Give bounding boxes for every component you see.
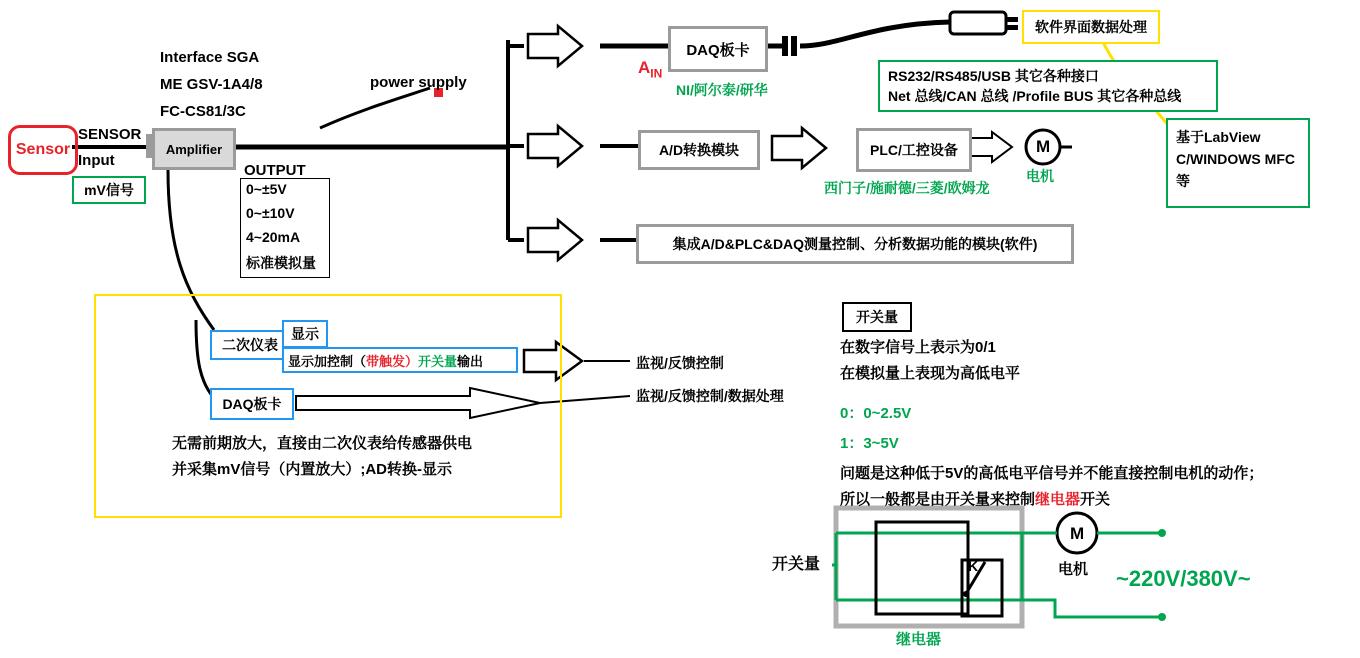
labview-box [1166,118,1310,208]
amplifier-spec-1: ME GSV-1A4/8 [160,76,263,93]
ain-label [638,58,662,80]
switch-line-4-pre: 所以一般都是由开关量来控制 [840,491,1036,508]
plc-vendors: 西门子/施耐德/三菱/欧姆龙 [824,180,990,196]
ad-module-box[interactable] [638,130,760,170]
daq-card-label-2: DAQ板卡 [222,396,282,412]
mv-signal-label: mV信号 [84,182,134,198]
switch-line-3: 问题是这种低于5V的高低电平信号并不能直接控制电机的动作； [840,465,1264,482]
display-control-trigger: 带触发） [366,353,419,369]
mv-signal-box [72,176,146,204]
daq-card-label: DAQ板卡 [686,41,750,59]
display-box[interactable] [282,320,328,348]
yellow-note-2: 并采集mV信号（内置放大）;AD转换-显示 [172,461,452,478]
output-item-0: 0~±5V [246,181,287,197]
amplifier-spec-0: Interface SGA [160,49,260,66]
output-item-3: 标准模拟量 [246,255,316,271]
display-control-box[interactable] [282,347,518,373]
daq-card-box-2[interactable] [210,388,294,420]
relay-motor-symbol: M [1070,524,1085,543]
bus-interface-box [878,60,1218,112]
display-control-post: 输出 [457,353,484,369]
daq-vendors: NI/阿尔泰/研华 [676,82,768,98]
bus-line-1: RS232/RS485/USB 其它各种接口 [888,68,1099,84]
display-control-pre: 显示加控制（ [288,353,367,369]
daq-card-box[interactable] [668,26,768,72]
yellow-note-1: 无需前期放大，直接由二次仪表给传感器供电 [172,435,473,452]
monitor-feedback-1: 监视/反馈控制 [636,355,724,371]
switch-level-0: 0：0~2.5V [840,405,912,422]
sensor-label: Sensor [15,141,71,158]
output-title: OUTPUT [244,162,306,179]
relay-name-label: 继电器 [896,631,942,648]
software-ui-box[interactable] [1022,10,1160,44]
switch-line-4-relay: 继电器 [1035,491,1081,508]
labview-line-0: 基于LabView [1176,129,1261,145]
monitor-feedback-2: 监视/反馈控制/数据处理 [636,388,784,404]
switch-level-1: 1：3~5V [840,435,899,452]
plc-label: PLC/工控设备 [870,142,958,158]
secondary-meter-box[interactable] [210,330,290,360]
ain-sub: IN [650,66,663,81]
input-text: Input [78,152,115,169]
amplifier-spec-2: FC-CS81/3C [160,103,246,120]
switch-line-2: 在模拟量上表现为高低电平 [840,365,1021,382]
integrated-module-label: 集成A/D&PLC&DAQ测量控制、分析数据功能的模块(软件) [672,236,1038,252]
output-item-2: 4~20mA [246,229,301,245]
switch-quantity-title-box [842,302,912,332]
display-control-switch: 开关量 [418,353,458,369]
motor-label-branch2: 电机 [1026,168,1054,184]
ad-module-label: A/D转换模块 [658,142,740,158]
relay-voltage-label: ~220V/380V~ [1116,566,1251,591]
switch-line-4-post: 开关 [1080,491,1111,508]
display-label: 显示 [291,326,319,342]
output-item-1: 0~±10V [246,205,295,221]
motor-symbol-branch2: M [1036,137,1051,156]
relay-switch-label: 开关量 [772,556,821,573]
amplifier-connector [146,134,154,158]
power-supply-label: power supply [370,74,467,91]
plc-box[interactable] [856,128,972,172]
switch-line-4 [840,488,1110,509]
relay-contact-label: K [968,558,979,574]
software-ui-label: 软件界面数据处理 [1035,19,1147,35]
secondary-meter-label: 二次仪表 [222,337,278,353]
switch-line-1: 在数字信号上表示为0/1 [840,339,996,356]
labview-line-1: C/WINDOWS MFC [1176,151,1295,167]
amplifier-box[interactable] [152,128,236,170]
ain-main: A [638,58,651,77]
sensor-box[interactable] [8,125,78,175]
sensor-text: SENSOR [78,126,142,143]
switch-quantity-title: 开关量 [856,309,898,325]
relay-motor-label: 电机 [1058,561,1089,578]
amplifier-label: Amplifier [165,141,223,157]
yellow-panel [94,294,562,518]
bus-line-2: Net 总线/CAN 总线 /Profile BUS 其它各种总线 [888,88,1182,104]
labview-line-2: 等 [1176,173,1190,189]
integrated-module-box[interactable] [636,224,1074,264]
